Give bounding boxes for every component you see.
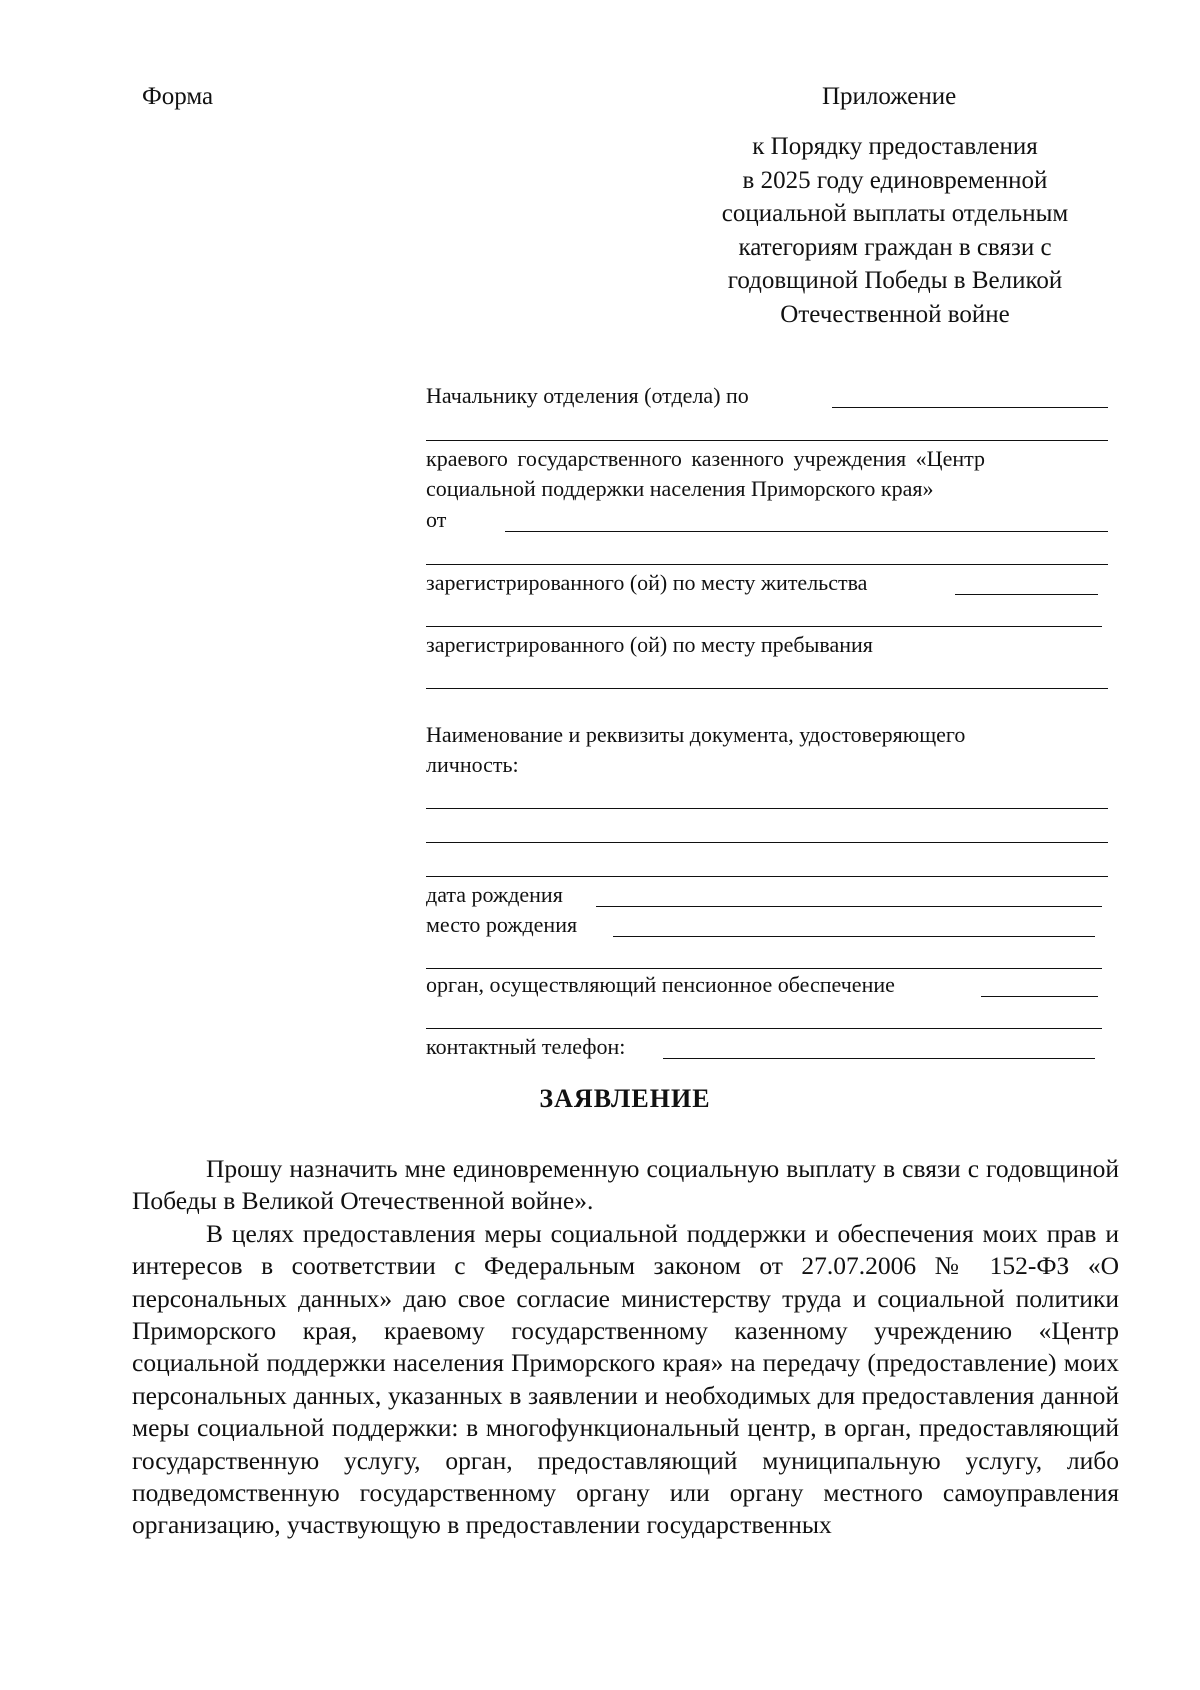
id-document-label-cont: личность: (426, 752, 519, 777)
appendix-line: Отечественной войне (780, 300, 1010, 328)
form-label: Форма (142, 83, 214, 110)
head-of-department-label: Начальнику отделения (отдела) по (426, 383, 749, 408)
birth-place-label: место рождения (426, 912, 578, 937)
statement-title: ЗАЯВЛЕНИЕ (539, 1084, 711, 1113)
pension-body-field[interactable] (981, 996, 1098, 997)
institution-line: социальной поддержки населения Приморского края» (426, 476, 934, 501)
statement-body (132, 1153, 1119, 1542)
birth-place-field-2[interactable] (426, 968, 1102, 969)
registered-stay-label: зарегистрированного (ой) по месту пребывания (426, 632, 873, 657)
phone-field[interactable] (663, 1058, 1095, 1059)
id-document-field-3[interactable] (426, 876, 1108, 877)
appendix-line: социальной выплаты отдельным (721, 200, 1069, 227)
id-document-field-1[interactable] (426, 808, 1108, 809)
birth-place-field[interactable] (613, 936, 1095, 937)
consent-paragraph: В целях предоставления меры социальной поддержки и обеспечения моих прав и интересов в соответствии с Федеральным законом от 27.07.2006 № 152-ФЗ «О персональных данных» даю свое согласие министерству труда и социальной политики Приморского края, краевому государственному казенному учреждению «Центр социальной поддержки населения Приморского края» на передачу (предоставление) моих персональных данных, указанных в заявлении и необходимых для предоставления данной меры социальной поддержки: в многофункциональный центр, в орган, предоставляющий государственную услугу, орган, предоставляющий муниципальную услугу, либо подведомственную государственному органу или органу местного самоуправления организацию, участвующую в предоставлении государственных (132, 1218, 1119, 1540)
appendix-line: к Порядку предоставления (752, 133, 1038, 160)
id-document-field-2[interactable] (426, 842, 1108, 843)
appendix-line: годовщиной Победы в Великой (727, 267, 1063, 294)
stay-address-field[interactable] (426, 688, 1108, 689)
applicant-name-field-2[interactable] (426, 564, 1108, 565)
birth-date-label: дата рождения (426, 882, 563, 907)
residence-address-field[interactable] (955, 594, 1098, 595)
applicant-name-field[interactable] (505, 531, 1108, 532)
appendix-reference (690, 130, 1100, 331)
appendix-title: Приложение (822, 83, 957, 110)
department-name-field-2[interactable] (426, 440, 1108, 441)
statement-paragraph: Прошу назначить мне единовременную социальную выплату в связи с годовщиной Победы в Великой Отечественной войне». (132, 1154, 1119, 1216)
pension-body-label: орган, осуществляющий пенсионное обеспечение (426, 972, 895, 997)
institution-line: краевого государственного казенного учреждения «Центр (426, 446, 985, 471)
registered-residence-label: зарегистрированного (ой) по месту жительства (426, 570, 868, 595)
phone-label: контактный телефон: (426, 1034, 626, 1059)
from-label: от (426, 507, 447, 532)
id-document-label: Наименование и реквизиты документа, удостоверяющего (426, 722, 966, 747)
residence-address-field-2[interactable] (426, 626, 1102, 627)
appendix-line: в 2025 году единовременной (742, 166, 1048, 194)
birth-date-field[interactable] (596, 906, 1102, 907)
appendix-line: категориям граждан в связи с (738, 233, 1052, 261)
pension-body-field-2[interactable] (426, 1028, 1102, 1029)
department-name-field[interactable] (832, 407, 1108, 408)
